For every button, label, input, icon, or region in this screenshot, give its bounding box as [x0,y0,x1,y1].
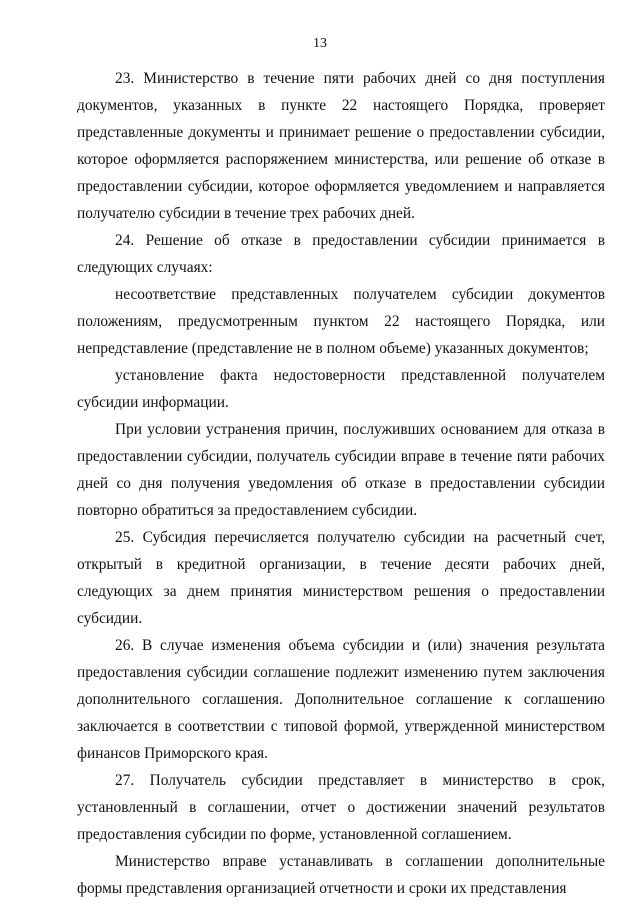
paragraph-24: 24. Решение об отказе в предоставлении субсидии принимается в следующих случаях: [77,232,605,276]
paragraph-27-additional-forms: Министерство вправе устанавливать в соглашении дополнительные формы представления организацией отчетности и сроки их представления [77,853,605,897]
paragraph-24-resubmission: При условии устранения причин, послуживших основанием для отказа в предоставлении субсидии, получатель субсидии вправе в течение пяти рабочих дней со дня получения уведомления об отказе в предоставлении субсидии повторно обратиться за предоставлением субсидии. [77,421,605,519]
document-body [77,65,605,902]
paragraph-25: 25. Субсидия перечисляется получателю субсидии на расчетный счет, открытый в кредитной организации, в течение десяти рабочих дней, следующих за днем принятия министерством решения о предоставлении субсидии. [77,529,605,627]
paragraph-26: 26. В случае изменения объема субсидии и (или) значения результата предоставления субсидии соглашение подлежит изменению путем заключения дополнительного соглашения. Дополнительное соглашение к соглашению заключается в соответствии с типовой формой, утвержденной министерством финансов Приморского края. [77,637,605,762]
paragraph-23: 23. Министерство в течение пяти рабочих дней со дня поступления документов, указанных в пункте 22 настоящего Порядка, проверяет представленные документы и принимает решение о предоставлении субсидии, которое оформляется распоряжением министерства, или решение об отказе в предоставлении субсидии, которое оформляется уведомлением и направляется получателю субсидии в течение трех рабочих дней. [77,70,605,222]
paragraph-24-case-2: установление факта недостоверности представленной получателем субсидии информации. [77,367,605,411]
page-number: 13 [313,36,327,51]
paragraph-24-case-1: несоответствие представленных получателем субсидии документов положениям, предусмотренным пунктом 22 настоящего Порядка, или непредставление (представление не в полном объеме) указанных документов; [77,286,605,357]
paragraph-27: 27. Получатель субсидии представляет в министерство в срок, установленный в соглашении, отчет о достижении значений результатов предоставления субсидии по форме, установленной соглашением. [77,772,605,843]
